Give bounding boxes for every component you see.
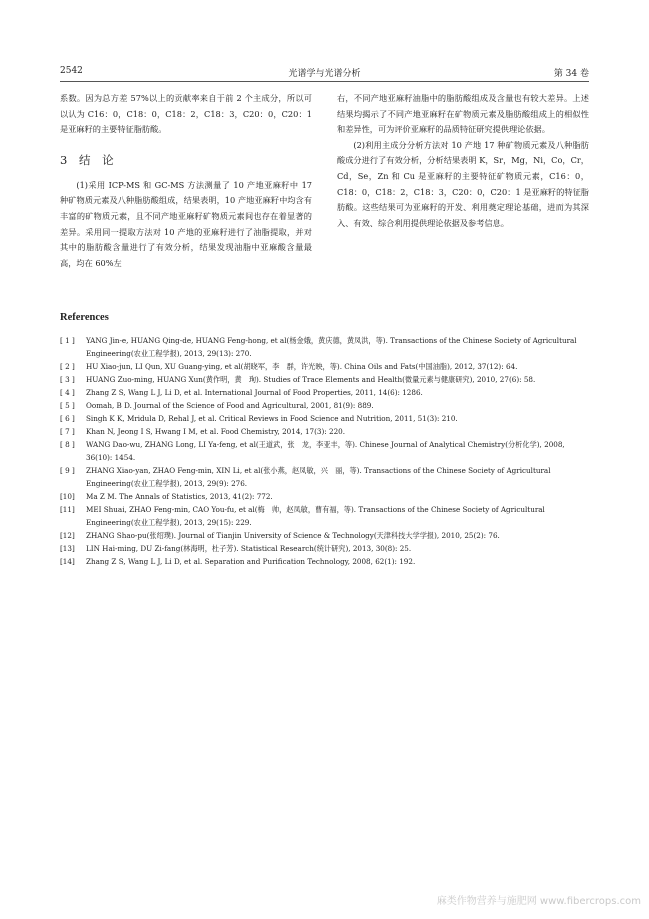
page-header [60, 66, 589, 80]
conclusion-paragraph-1: (1)采用 ICP-MS 和 GC-MS 方法测量了 10 产地亚麻籽中 17 种矿物质元素及八种脂肪酸组成，结果表明，10 产地亚麻籽中均含有丰富的矿物质元素，且不同产地亚麻籽矿物质元素间也存在着显著的差异。采用同一提取方法对 10 产地的亚麻籽进行了油脂提取，并对其中的脂肪酸含量进行了有效分析，结果发现油脂中亚麻酸含量最高，均在 60%左 [60, 179, 312, 268]
reference-number: [10] [60, 492, 75, 501]
continued-paragraph: 右，不同产地亚麻籽油脂中的脂肪酸组成及含量也有较大差异。上述结果均揭示了不同产地亚麻籽在矿物质元素及脂肪酸组成上的相似性和差异性，可为评价亚麻籽的品质特征研究提供理论依据。 [337, 93, 589, 135]
reference-item [60, 386, 589, 399]
reference-number: [ 5 ] [60, 401, 75, 410]
reference-text: Singh K K, Mridula D, Rehal J, et al. Critical Reviews in Food Science and Nutrition, 2011, 51(3): 210. [86, 414, 458, 423]
header-rule [60, 81, 589, 82]
references-list [60, 334, 589, 568]
reference-text: WANG Dao-wu, ZHANG Long, LI Ya-feng, et al(王道武，张 龙，李亚丰，等). Chinese Journal of Analytical Chemistry(分析化学), 2008, 36(10): 1454. [86, 440, 565, 462]
reference-number: [ 8 ] [60, 440, 75, 449]
reference-item [60, 503, 589, 529]
reference-text: Ma Z M. The Annals of Statistics, 2013, 41(2): 772. [86, 492, 273, 501]
reference-text: Zhang Z S, Wang L J, Li D, et al. Separation and Purification Technology, 2008, 62(1): 192. [86, 557, 416, 566]
reference-item [60, 542, 589, 555]
reference-number: [ 7 ] [60, 427, 75, 436]
reference-item [60, 412, 589, 425]
reference-number: [ 9 ] [60, 466, 75, 475]
reference-text: YANG Jin-e, HUANG Qing-de, HUANG Feng-hong, et al(杨金娥，黄庆德，黄凤洪，等). Transactions of the Chinese Society of Agricultural Engineering(农业工程学报), 2013, 29(13): 270. [86, 336, 577, 358]
section-heading: 3 结 论 [60, 152, 118, 167]
volume-label: 第 34 卷 [553, 69, 589, 79]
reference-item [60, 425, 589, 438]
page-number: 2542 [60, 66, 83, 76]
reference-number: [13] [60, 544, 75, 553]
reference-item [60, 438, 589, 464]
reference-number: [ 2 ] [60, 362, 75, 371]
left-column [60, 91, 312, 271]
reference-text: HUANG Zuo-ming, HUANG Xun(黄作明，黄 珣). Studies of Trace Elements and Health(微量元素与健康研究), 2010, 27(6): 58. [86, 375, 536, 384]
reference-item [60, 529, 589, 542]
reference-item [60, 464, 589, 490]
references-title: References [60, 312, 109, 323]
reference-text: ZHANG Shao-pu(张绍璞). Journal of Tianjin University of Science & Technology(天津科技大学学报), 2010, 25(2): 76. [86, 531, 500, 540]
right-column [337, 91, 589, 231]
reference-text: LIN Hai-ming, DU Zi-fang(林海明，杜子芳). Statistical Research(统计研究), 2013, 30(8): 25. [86, 544, 412, 553]
reference-text: MEI Shuai, ZHAO Feng-min, CAO You-fu, et al(梅 帅，赵凤敏，曹有福，等). Transactions of the Chinese Society of Agricultural Engineering(农业工程学报), 2013, 29(15): 229. [86, 505, 545, 527]
reference-item [60, 373, 589, 386]
reference-number: [12] [60, 531, 75, 540]
reference-item [60, 490, 589, 503]
reference-text: ZHANG Xiao-yan, ZHAO Feng-min, XIN Li, et al(张小燕，赵凤敏，兴 丽，等). Transactions of the Chinese Society of Agricultural Engineering(农业工程学报), 2013, 29(9): 276. [86, 466, 551, 488]
reference-number: [ 3 ] [60, 375, 75, 384]
reference-item [60, 399, 589, 412]
reference-text: Oomah, B D. Journal of the Science of Food and Agricultural, 2001, 81(9): 889. [86, 401, 374, 410]
reference-item [60, 334, 589, 360]
intro-paragraph: 系数。因为总方差 57%以上的贡献率来自于前 2 个主成分，所以可以认为 C16：0，C18：0，C18：2，C18：3，C20：0，C20：1 是亚麻籽的主要特征脂肪酸。 [60, 93, 312, 135]
reference-item [60, 360, 589, 373]
reference-number: [14] [60, 557, 75, 566]
conclusion-paragraph-2: (2)利用主成分分析方法对 10 产地 17 种矿物质元素及八种脂肪酸成分进行了有效分析，分析结果表明 K，Sr，Mg，Ni，Co，Cr，Cd，Se，Zn 和 Cu 是亚麻籽的主要特征矿物质元素，C16：0，C18：0，C18：2，C18：3，C20：0，C20：1 是亚麻籽的特征脂肪酸。这些结果可为亚麻籽的开发、利用奠定理论基础，进而为其深入、有效、综合利用提供理论依据及参考信息。 [337, 139, 589, 228]
reference-number: [11] [60, 505, 75, 514]
reference-number: [ 1 ] [60, 336, 75, 345]
reference-text: Khan N, Jeong I S, Hwang I M, et al. Food Chemistry, 2014, 17(3): 220. [86, 427, 345, 436]
journal-title: 光谱学与光谱分析 [288, 69, 361, 79]
reference-number: [ 4 ] [60, 388, 75, 397]
reference-item [60, 555, 589, 568]
reference-text: Zhang Z S, Wang L J, Li D, et al. International Journal of Food Properties, 2011, 14(6): 1286. [86, 388, 423, 397]
reference-text: HU Xiao-jun, LI Qun, XU Guang-ying, et al(胡晓军，李 群，许光映，等). China Oils and Fats(中国油脂), 2012, 37(12): 64. [86, 362, 518, 371]
reference-number: [ 6 ] [60, 414, 75, 423]
watermark: 麻类作物营养与施肥网 www.fibercrops.com [436, 896, 641, 907]
